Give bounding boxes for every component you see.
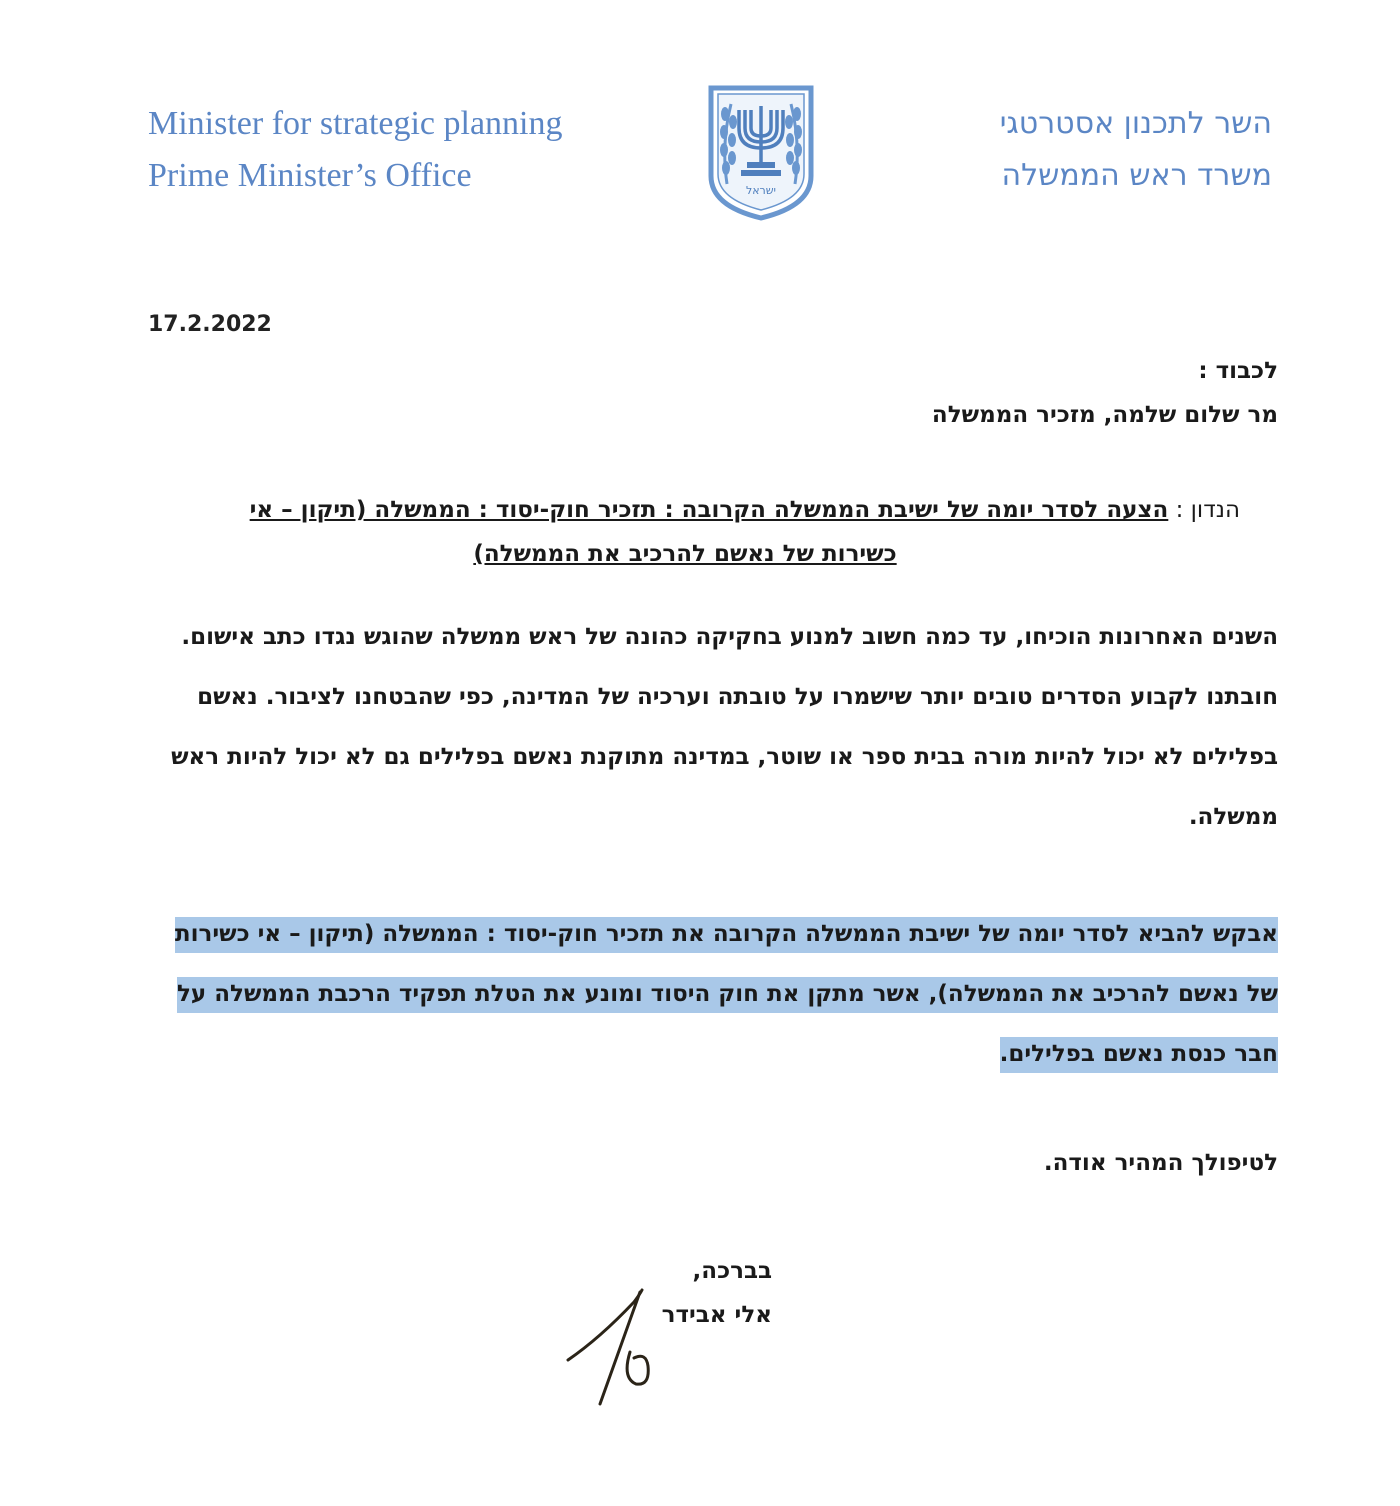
state-emblem-menorah-icon <box>705 84 817 222</box>
subject-line2-text: כשירות של נאשם להרכיב את הממשלה) <box>473 541 897 567</box>
body-paragraph: השנים האחרונות הוכיחו, עד כמה חשוב למנוע בחקיקה כהונה של ראש ממשלה שהוגש נגדו כתב אישום. חובתנו לקבוע הסדרים טובים יותר שישמרו על טובתה וערכיה של המדינה, כפי שהבטחנו לציבור. נאשם בפלילים לא יכול להיות מורה בבית ספר או שוטר, במדינה מתוקנת נאשם בפלילים גם לא יכול להיות ראש ממשלה. <box>171 624 1278 830</box>
letterhead-he-office: משרד ראש הממשלה <box>1001 158 1272 193</box>
subject-label: הנדון : <box>1175 497 1240 523</box>
letterhead-he-minister: השר לתכנון אסטרטגי <box>999 106 1272 141</box>
closing-line: לטיפולך המהיר אודה. <box>1043 1150 1278 1176</box>
letter-date: 17.2.2022 <box>148 312 272 337</box>
recipient-name: מר שלום שלמה, מזכיר הממשלה <box>931 402 1278 428</box>
signer-name: אלי אבידר <box>661 1302 772 1328</box>
highlighted-request-text: אבקש להביא לסדר יומה של ישיבת הממשלה הקרובה את תזכיר חוק-יסוד : הממשלה (תיקון – אי כשירות של נאשם להרכיב את הממשלה), אשר מתקן את חוק היסוד ומונע את הטלת תפקיד הרכבת הממשלה על חבר כנסת נאשם בפלילים. <box>175 917 1278 1073</box>
handwritten-signature-icon <box>560 1282 670 1412</box>
letterhead-en-office: Prime Minister’s Office <box>148 157 472 194</box>
emblem-caption: ישראל <box>745 184 777 197</box>
recipient-label: לכבוד : <box>1198 358 1278 384</box>
letterhead-en-minister: Minister for strategic planning <box>148 105 563 142</box>
request-paragraph <box>146 904 1278 1084</box>
greeting: בברכה, <box>692 1258 772 1284</box>
subject-line1: הצעה לסדר יומה של ישיבת הממשלה הקרובה : תזכיר חוק-יסוד : הממשלה (תיקון – אי <box>249 497 1169 523</box>
letterhead-english <box>148 98 563 202</box>
letterhead-hebrew <box>1000 98 1272 202</box>
subject-line2 <box>130 532 1240 576</box>
subject-block <box>130 488 1240 576</box>
